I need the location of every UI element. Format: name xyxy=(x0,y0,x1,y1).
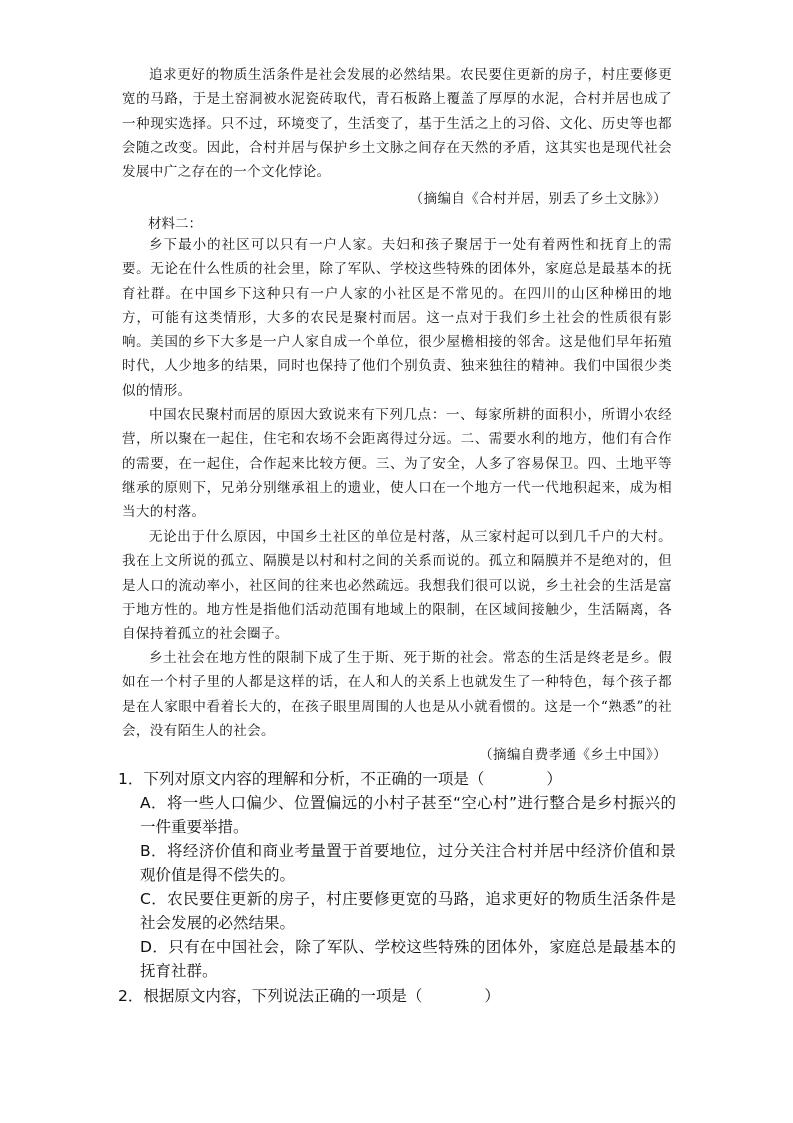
paragraph-material-two-2: 中国农民聚村而居的原因大致说来有下列几点：一、每家所耕的面积小，所谓小农经营，所以聚在一起住，住宅和农场不会距离得过分远。二、需要水利的地方，他们有合作的需要，在一起住，合作起来比较方便。三、为了安全，人多了容易保卫。四、土地平等继承的原则下，兄弟分别继承祖上的遗业，使人口在一个地方一代一代地积起来，成为相当大的村落。 xyxy=(122,407,672,521)
question-1-option-c[interactable]: C．农民要住更新的房子，村庄要修更宽的马路，追求更好的物质生活条件是社会发展的必然结果。 xyxy=(140,890,676,932)
paragraph-material-two-4: 乡土社会在地方性的限制下成了生于斯、死于斯的社会。常态的生活是终老是乡。假如在一个村子里的人都是这样的话，在人和人的关系上也就发生了一种特色，每个孩子都是在人家眼中看着长大的，在孩子眼里周围的人也是从小就看惯的。这是一个“熟悉”的社会，没有陌生人的社会。 xyxy=(122,650,672,739)
paragraph-material-two-1: 乡下最小的社区可以只有一户人家。夫妇和孩子聚居于一处有着两性和抚育上的需要。无论在什么性质的社会里，除了军队、学校这些特殊的团体外，家庭总是最基本的抚育社群。在中国乡下这种只有一户人家的小社区是不常见的。在四川的山区种梯田的地方，可能有这类情形，大多的农民是聚村而居。这一点对于我们乡土社会的性质很有影响。美国的乡下大多是一户人家自成一个单位，很少屋檐相接的邻舍。这是他们早年拓殖时代，人少地多的结果，同时也保持了他们个别负责、独来独往的精神。我们中国很少类似的情形。 xyxy=(122,237,672,399)
question-1-stem: 1．下列对原文内容的理解和分析，不正确的一项是（ ） xyxy=(118,770,562,788)
paragraph-material-one-end: 追求更好的物质生活条件是社会发展的必然结果。农民要住更新的房子，村庄要修更宽的马路，于是土窑洞被水泥瓷砖取代，青石板路上覆盖了厚厚的水泥，合村并居也成了一种现实选择。只不过，环境变了，生活变了，基于生活之上的习俗、文化、历史等也都会随之改变。因此，合村并居与保护乡土文脉之间存在天然的矛盾，这其实也是现代社会发展中广之存在的一个文化悖论。 xyxy=(122,67,672,181)
material-two-label: 材料二： xyxy=(148,216,202,232)
question-2-stem: 2．根据原文内容，下列说法正确的一项是（ ） xyxy=(118,987,500,1005)
citation-one: （摘编自《合村并居，别丢了乡土文脉》） xyxy=(409,191,667,207)
question-1-option-b[interactable]: B．将经济价值和商业考量置于首要地位，过分关注合村并居中经济价值和景观价值是得不偿失的。 xyxy=(140,842,676,884)
citation-two: （摘编自费孝通《乡土中国》） xyxy=(479,747,667,763)
question-1-option-d[interactable]: D．只有在中国社会，除了军队、学校这些特殊的团体外，家庭总是最基本的抚育社群。 xyxy=(140,938,676,980)
paragraph-material-two-3: 无论出于什么原因，中国乡土社区的单位是村落，从三家村起可以到几千户的大村。我在上文所说的孤立、隔膜是以村和村之间的关系而说的。孤立和隔膜并不是绝对的，但是人口的流动率小，社区间的往来也必然疏远。我想我们很可以说，乡土社会的生活是富于地方性的。地方性是指他们活动范围有地域上的限制，在区域间接触少，生活隔离，各自保持着孤立的社会圈子。 xyxy=(122,529,672,643)
question-1-option-a[interactable]: A．将一些人口偏少、位置偏远的小村子甚至“空心村”进行整合是乡村振兴的一件重要举措。 xyxy=(140,794,676,836)
